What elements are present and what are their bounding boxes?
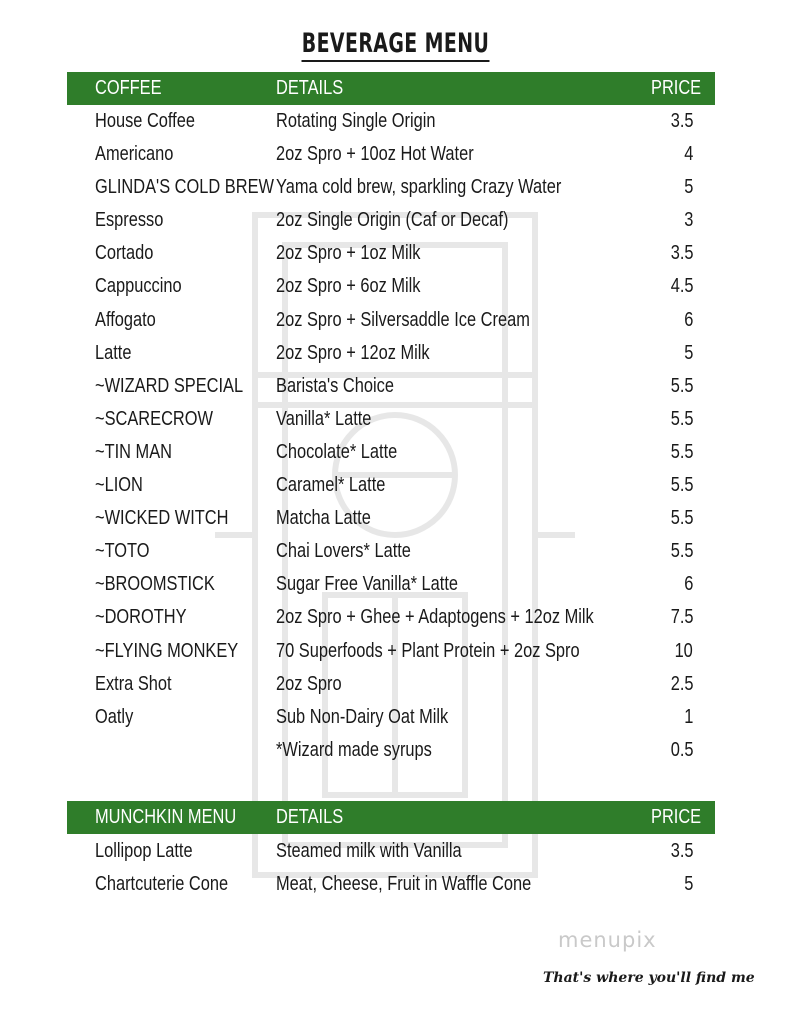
item-details: 2oz Spro + 6oz Milk [276, 274, 421, 298]
item-price: 3.5 [670, 839, 693, 862]
item-name: Cortado [95, 241, 154, 265]
item-name: ~DOROTHY [95, 605, 187, 629]
coffee-menu-row [0, 403, 791, 436]
item-name: ~WICKED WITCH [95, 506, 229, 530]
item-details: Matcha Latte [276, 506, 371, 530]
item-price: 5 [683, 175, 693, 199]
item-name: Espresso [95, 208, 164, 232]
coffee-menu-row [0, 270, 791, 303]
coffee-menu-row [0, 204, 791, 237]
item-details: Chocolate* Latte [276, 439, 398, 463]
coffee-header-bar [67, 72, 715, 105]
item-name: Lollipop Latte [95, 839, 193, 862]
item-details: Rotating Single Origin [276, 109, 436, 132]
item-price: 4 [683, 142, 693, 166]
item-name: Chartcuterie Cone [95, 872, 229, 896]
item-details: Yama cold brew, sparkling Crazy Water [276, 175, 562, 199]
item-price: 10 [674, 638, 693, 662]
coffee-menu-row [0, 304, 791, 337]
coffee-menu-row [0, 337, 791, 370]
item-details: 2oz Spro + 12oz Milk [276, 340, 430, 364]
item-price: 5 [683, 872, 693, 896]
coffee-menu-row [0, 668, 791, 701]
item-name: Latte [95, 340, 132, 364]
item-name: Oatly [95, 704, 134, 728]
coffee-menu-row [0, 601, 791, 634]
coffee-header-name: COFFEE [95, 77, 162, 99]
item-price: 5.5 [670, 539, 693, 563]
item-details: 2oz Spro + 1oz Milk [276, 241, 421, 265]
item-price: 5.5 [670, 506, 693, 530]
munchkin-header-details: DETAILS [276, 806, 344, 828]
coffee-menu-row [0, 171, 791, 204]
item-details: Sugar Free Vanilla* Latte [276, 572, 459, 596]
item-name: ~TIN MAN [95, 439, 172, 463]
item-name: ~LION [95, 473, 143, 497]
tagline: That's where you'll find me [543, 970, 755, 986]
item-price: 5.5 [670, 373, 693, 397]
item-price: 3.5 [670, 241, 693, 265]
item-price: 3 [683, 208, 693, 232]
coffee-header-details: DETAILS [276, 77, 344, 99]
item-price: 5.5 [670, 473, 693, 497]
item-name: Cappuccino [95, 274, 182, 298]
coffee-list [0, 105, 791, 767]
item-name: ~SCARECROW [95, 406, 214, 430]
item-price: 5.5 [670, 406, 693, 430]
coffee-menu-row [0, 535, 791, 568]
coffee-menu-row [0, 701, 791, 734]
item-name: Affogato [95, 307, 156, 331]
coffee-menu-row [0, 734, 791, 767]
munchkin-header-name: MUNCHKIN MENU [95, 806, 237, 828]
item-price: 6 [683, 307, 693, 331]
item-price: 5.5 [670, 439, 693, 463]
item-details: Sub Non-Dairy Oat Milk [276, 704, 449, 728]
item-details: 70 Superfoods + Plant Protein + 2oz Spro [276, 638, 580, 662]
coffee-menu-row [0, 237, 791, 270]
item-price: 6 [683, 572, 693, 596]
coffee-menu-row [0, 105, 791, 138]
coffee-menu-row [0, 568, 791, 601]
item-price: 1 [683, 704, 693, 728]
coffee-menu-row [0, 436, 791, 469]
item-price: 7.5 [670, 605, 693, 629]
item-details: Meat, Cheese, Fruit in Waffle Cone [276, 872, 532, 896]
item-name: ~FLYING MONKEY [95, 638, 239, 662]
coffee-menu-row [0, 469, 791, 502]
item-price: 3.5 [670, 109, 693, 132]
munchkin-header-bar [67, 801, 715, 834]
item-details: Barista's Choice [276, 373, 394, 397]
item-details: Chai Lovers* Latte [276, 539, 411, 563]
coffee-menu-row [0, 370, 791, 403]
munchkin-list [0, 835, 791, 901]
menupix-watermark: menupix [558, 928, 657, 952]
item-details: 2oz Spro + Ghee + Adaptogens + 12oz Milk [276, 605, 594, 629]
munchkin-menu-row [0, 835, 791, 868]
item-details: Caramel* Latte [276, 473, 386, 497]
item-details: 2oz Spro + 10oz Hot Water [276, 142, 474, 166]
item-name: ~BROOMSTICK [95, 572, 215, 596]
item-details: *Wizard made syrups [276, 737, 432, 761]
item-price: 4.5 [670, 274, 693, 298]
item-details: 2oz Spro [276, 671, 342, 695]
item-name: ~WIZARD SPECIAL [95, 373, 244, 397]
item-name: ~TOTO [95, 539, 150, 563]
item-price: 2.5 [670, 671, 693, 695]
item-name: Extra Shot [95, 671, 172, 695]
item-details: Steamed milk with Vanilla [276, 839, 462, 862]
coffee-header-price: PRICE [650, 77, 701, 99]
item-details: 2oz Single Origin (Caf or Decaf) [276, 208, 509, 232]
item-name: House Coffee [95, 109, 195, 132]
item-name: GLINDA'S COLD BREW [95, 175, 275, 199]
coffee-menu-row [0, 502, 791, 535]
munchkin-menu-row [0, 868, 791, 901]
item-details: 2oz Spro + Silversaddle Ice Cream [276, 307, 530, 331]
item-name: Americano [95, 142, 174, 166]
coffee-menu-row [0, 138, 791, 171]
item-price: 5 [683, 340, 693, 364]
page-title: BEVERAGE MENU [87, 28, 704, 59]
item-price: 0.5 [670, 737, 693, 761]
item-details: Vanilla* Latte [276, 406, 372, 430]
coffee-menu-row [0, 635, 791, 668]
munchkin-header-price: PRICE [650, 806, 701, 828]
